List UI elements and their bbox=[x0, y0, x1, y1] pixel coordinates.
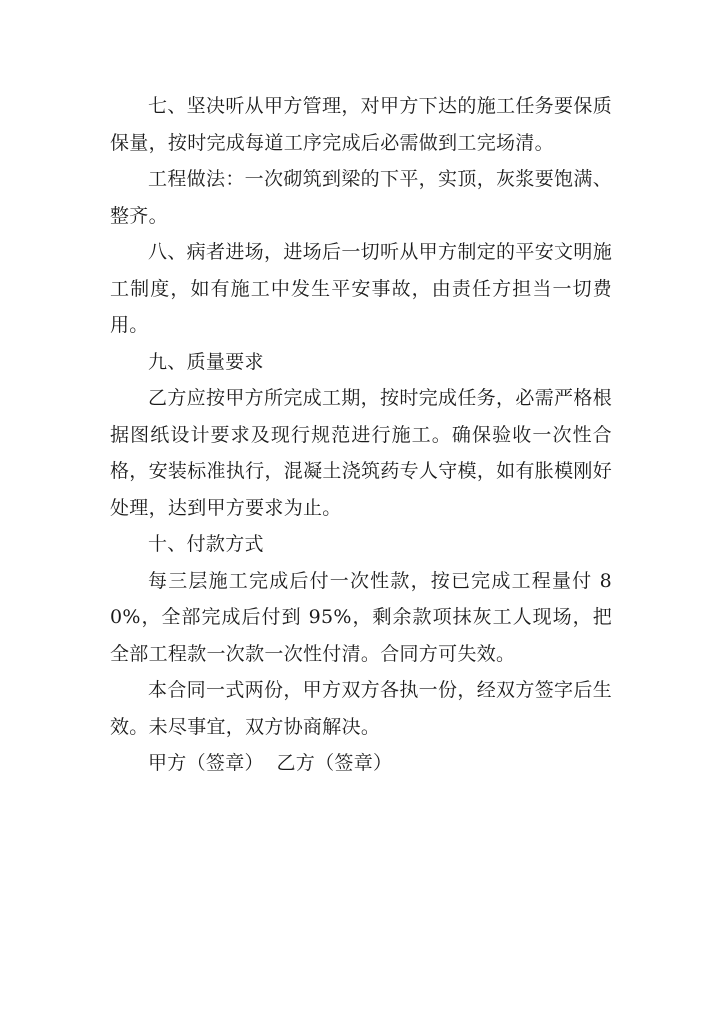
party-b-signature: 乙方（签章） bbox=[276, 752, 393, 774]
party-a-signature: 甲方（签章） bbox=[148, 752, 264, 774]
clause-seven: 七、坚决听从甲方管理，对甲方下达的施工任务要保质保量，按时完成每道工序完成后必需做到工完场清。 bbox=[110, 95, 612, 154]
clause-eight: 八、病者进场，进场后一切听从甲方制定的平安文明施工制度，如有施工中发生平安事故，由责任方担当一切费用。 bbox=[110, 241, 612, 336]
document-body bbox=[110, 88, 612, 782]
clause-nine-heading: 九、质量要求 bbox=[148, 350, 264, 373]
contract-copies: 本合同一式两份，甲方双方各执一份，经双方签字后生效。未尽事宜，双方协商解决。 bbox=[110, 679, 612, 738]
signature-line bbox=[110, 745, 612, 782]
clause-ten-heading: 十、付款方式 bbox=[148, 533, 264, 555]
quality-requirements: 乙方应按甲方所完成工期，按时完成任务，必需严格根据图纸设计要求及现行规范进行施工。确保验收一次性合格，安装标准执行，混凝土浇筑药专人守模，如有胀模刚好处理，达到甲方要求为止。 bbox=[110, 387, 612, 519]
construction-method: 工程做法：一次砌筑到梁的下平，实顶，灰浆要饱满、整齐。 bbox=[110, 168, 612, 227]
payment-terms: 每三层施工完成后付一次性款，按已完成工程量付 80%，全部完成后付到 95%，剩余款项抹灰工人现场，把全部工程款一次款一次性付清。合同方可失效。 bbox=[110, 569, 612, 665]
